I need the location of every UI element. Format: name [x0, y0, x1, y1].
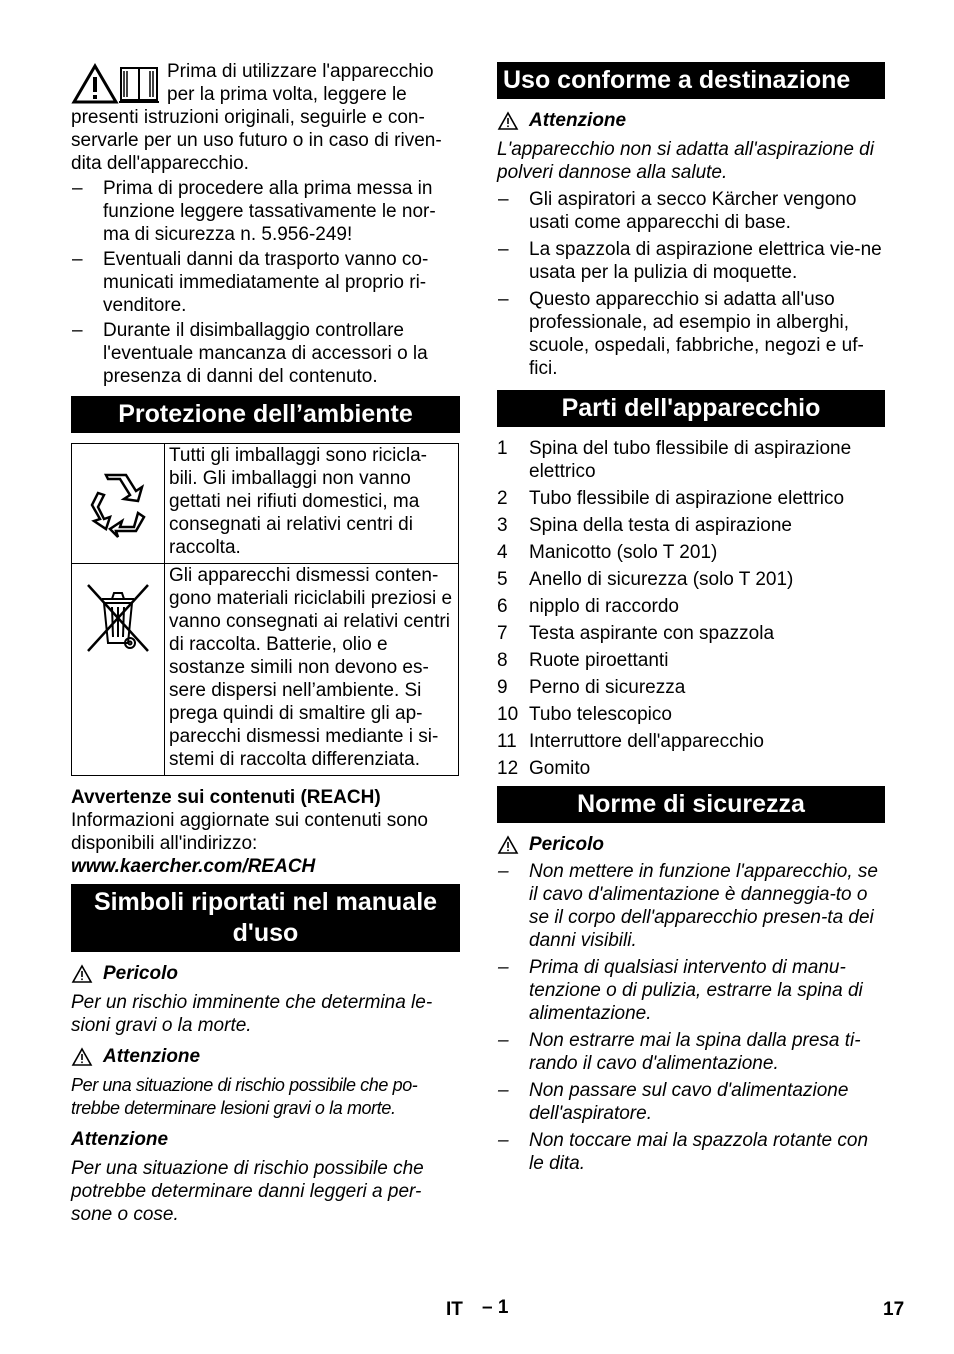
- list-item: [497, 487, 885, 510]
- list-item: – Prima di procedere alla prima messa in funzione leggere tassativamente le nor-ma di sicurezza n. 5.956-249!: [71, 177, 460, 246]
- warning-text: Per una situazione di rischio possibile che po-trebbe determinare lesioni gravi o la morte.: [71, 1075, 418, 1118]
- warning-label: Attenzione: [529, 110, 627, 131]
- page-number: 17: [883, 1299, 905, 1320]
- item-label: Anello di sicurezza (solo T 201): [529, 569, 794, 590]
- item-label: Tubo telescopico: [529, 704, 672, 725]
- item-label: Tubo flessibile di aspirazione elettrico: [529, 488, 845, 509]
- danger-label: Pericolo: [103, 963, 178, 984]
- left-column: [71, 60, 460, 1226]
- table-row: [72, 564, 459, 776]
- list-item: [497, 676, 885, 699]
- item-number: 4: [497, 542, 508, 563]
- item-label: Perno di sicurezza: [529, 677, 686, 698]
- warning-triangle-icon: [71, 964, 93, 984]
- reach-heading: Avvertenze sui contenuti (REACH): [71, 787, 381, 808]
- warning-triangle-icon: [497, 111, 519, 131]
- safety-danger-heading: [497, 833, 885, 856]
- list-item: – Non toccare mai la spazzola rotante con le dita.: [497, 1129, 885, 1175]
- environment-table: [71, 443, 459, 776]
- list-item: – La spazzola di aspirazione elettrica vie-ne usata per la pulizia di moquette.: [497, 238, 885, 284]
- item-number: 1: [497, 438, 508, 459]
- safety-heading: Norme di sicurezza: [497, 786, 885, 823]
- item-number: 12: [497, 758, 519, 779]
- list-item: [497, 703, 885, 726]
- crossed-bin-icon: [78, 577, 158, 657]
- warning-triangle-icon: [71, 1047, 93, 1067]
- recycle-icon: [78, 465, 158, 545]
- item-label: Gomito: [529, 758, 591, 779]
- item-label: Spina del tubo flessibile di aspirazione elettrico: [529, 438, 852, 482]
- warning-label: Attenzione: [103, 1046, 201, 1067]
- list-item: [497, 541, 885, 564]
- danger-heading: [71, 962, 460, 985]
- recycle-icon-cell: [72, 444, 165, 564]
- parts-list: [497, 437, 885, 780]
- crossed-bin-icon-cell: [72, 564, 165, 776]
- intended-use-warning-heading: [497, 109, 885, 132]
- reach-section: [71, 786, 460, 878]
- list-item: [497, 649, 885, 672]
- item-number: 7: [497, 623, 508, 644]
- list-item: – Durante il disimballaggio controllare l'eventuale mancanza di accessori o la presenza di danni del contenuto.: [71, 319, 460, 388]
- item-number: 2: [497, 488, 508, 509]
- list-item: – Questo apparecchio si adatta all'uso professionale, ad esempio in alberghi, scuole, ospedali, fabbriche, negozi e uf-fici.: [497, 288, 885, 380]
- intro-text: Prima di utilizzare l'apparecchio per la prima volta, leggere le presenti istruzioni originali, seguirle e con-servarle per un uso futuro o in caso di riven-dita dell'apparecchio.: [71, 61, 442, 174]
- environment-text: Gli apparecchi dismessi conten-gono materiali riciclabili preziosi e vanno consegnati ai relativi centri di raccolta. Batterie, olio e sostanze simili non devono es-sere dispersi nell’ambiente. Si prega quindi di smaltire gli ap-parecchi dismessi mediante i si-stemi di raccolta differenziata.: [165, 564, 459, 776]
- footer-language: IT: [446, 1299, 463, 1320]
- intro-list: [71, 177, 460, 388]
- right-column: [497, 62, 885, 1175]
- list-item: – Eventuali danni da trasporto vanno co-municati immediatamente al proprio ri-venditore.: [71, 248, 460, 317]
- list-item: – Non passare sul cavo d'alimentazione dell'aspiratore.: [497, 1079, 885, 1125]
- warning-heading: [71, 1045, 460, 1068]
- item-label: Interruttore dell'apparecchio: [529, 731, 764, 752]
- item-label: Spina della testa di aspirazione: [529, 515, 793, 536]
- symbols-heading: Simboli riportati nel manuale d'uso: [71, 884, 460, 952]
- caution-heading: [71, 1128, 460, 1151]
- table-row: [72, 444, 459, 564]
- list-item: – Gli aspiratori a secco Kärcher vengono usati come apparecchi di base.: [497, 188, 885, 234]
- warning-manual-icon: [71, 62, 161, 106]
- list-item: [497, 514, 885, 537]
- safety-list: [497, 860, 885, 1175]
- list-item: – Non estrarre mai la spina dalla presa ti-rando il cavo d'alimentazione.: [497, 1029, 885, 1075]
- list-item: [497, 757, 885, 780]
- item-number: 6: [497, 596, 508, 617]
- item-number: 3: [497, 515, 508, 536]
- list-item: – Non mettere in funzione l'apparecchio, se il cavo d'alimentazione è danneggia-to o se il corpo dell'apparecchio presen-ta dei danni visibili.: [497, 860, 885, 952]
- intro-section: [71, 60, 460, 388]
- reach-text: Informazioni aggiornate sui contenuti sono disponibili all'indirizzo:: [71, 810, 429, 854]
- list-item: – Prima di qualsiasi intervento di manu-tenzione o di pulizia, estrarre la spina di alimentazione.: [497, 956, 885, 1025]
- intended-use-warning-text: L'apparecchio non si adatta all'aspirazione di polveri dannose alla salute.: [497, 139, 874, 183]
- item-label: nipplo di raccordo: [529, 596, 679, 617]
- list-item: [497, 622, 885, 645]
- environment-heading: Protezione dell’ambiente: [71, 396, 460, 433]
- item-number: 5: [497, 569, 508, 590]
- danger-text: Per un rischio imminente che determina le-sioni gravi o la morte.: [71, 992, 433, 1036]
- item-number: 8: [497, 650, 508, 671]
- item-label: Manicotto (solo T 201): [529, 542, 718, 563]
- item-number: 9: [497, 677, 508, 698]
- item-number: 10: [497, 704, 519, 725]
- footer-section: – 1: [482, 1297, 509, 1318]
- environment-text: Tutti gli imballaggi sono ricicla-bili. Gli imballaggi non vanno gettati nei rifiuti domestici, ma consegnati ai relativi centri di raccolta.: [165, 444, 459, 564]
- list-item: [497, 595, 885, 618]
- intended-use-heading: Uso conforme a destinazione: [497, 62, 885, 99]
- item-label: Ruote piroettanti: [529, 650, 669, 671]
- parts-heading: Parti dell'apparecchio: [497, 390, 885, 427]
- danger-label: Pericolo: [529, 834, 604, 855]
- item-label: Testa aspirante con spazzola: [529, 623, 775, 644]
- caution-label: Attenzione: [71, 1129, 169, 1150]
- reach-link[interactable]: www.kaercher.com/REACH: [71, 856, 316, 877]
- intended-use-list: [497, 188, 885, 380]
- caution-text: Per una situazione di rischio possibile che potrebbe determinare danni leggeri a per-sone o cose.: [71, 1158, 424, 1225]
- item-number: 11: [497, 731, 517, 752]
- list-item: [497, 437, 885, 483]
- list-item: [497, 730, 885, 753]
- warning-triangle-icon: [497, 835, 519, 855]
- list-item: [497, 568, 885, 591]
